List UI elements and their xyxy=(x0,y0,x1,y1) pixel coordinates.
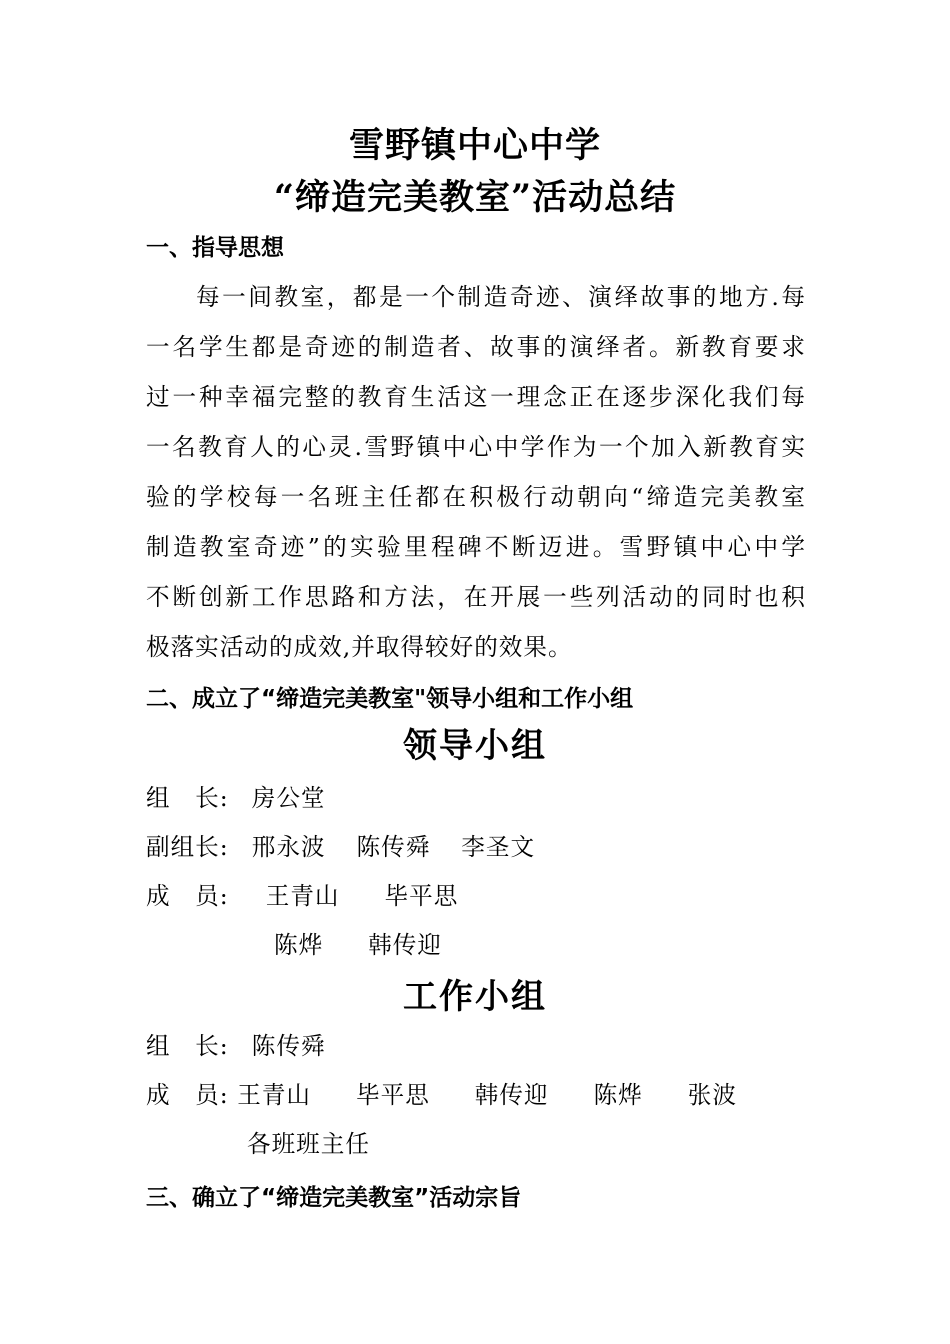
paragraph-line: 验的学校每一名班主任都在积极行动朝向“缔造完美教室 xyxy=(146,483,806,511)
paragraph-line: 一名学生都是奇迹的制造者、故事的演绎者。新教育要求 xyxy=(146,333,806,361)
member-name: 陈烨 xyxy=(274,931,324,959)
leader-label: 组 长: xyxy=(146,1032,229,1060)
paragraph-line: 每一间教室，都是一个制造奇迹、演绎故事的地方.每 xyxy=(196,283,806,311)
deputy-name: 李圣文 xyxy=(461,833,536,861)
leadership-group-title: 领导小组 xyxy=(403,726,547,766)
leader-name: 陈传舜 xyxy=(251,1032,326,1060)
member-name: 韩传迎 xyxy=(368,931,442,959)
leadership-members-row-2 xyxy=(274,929,442,961)
deputy-name: 邢永波 xyxy=(251,833,326,861)
member-name: 张波 xyxy=(687,1081,737,1109)
working-group-title: 工作小组 xyxy=(403,977,547,1017)
paragraph-line: 制造教室奇迹”的实验里程碑不断迈进。雪野镇中心中学 xyxy=(146,533,806,561)
member-name: 韩传迎 xyxy=(474,1081,549,1109)
member-name: 王青山 xyxy=(265,882,340,910)
deputy-label: 副组长: xyxy=(146,833,229,861)
member-name: 毕平思 xyxy=(356,1081,430,1109)
leadership-leader-row xyxy=(146,782,326,814)
document-title: “缔造完美教室”活动总结 xyxy=(273,177,677,218)
paragraph-line: 极落实活动的成效,并取得较好的效果。 xyxy=(146,633,573,661)
leadership-members-row xyxy=(146,880,458,912)
deputy-name: 陈传舜 xyxy=(356,833,431,861)
paragraph-line: 不断创新工作思路和方法，在开展一些列活动的同时也积 xyxy=(146,583,806,611)
working-members-extra: 各班班主任 xyxy=(247,1130,370,1158)
members-label: 成 员: xyxy=(146,882,229,910)
section-heading-groups: 二、成立了“缔造完美教室"领导小组和工作小组 xyxy=(146,686,634,712)
members-label: 成 员: xyxy=(146,1081,229,1109)
leader-label: 组 长: xyxy=(146,784,229,812)
working-leader-row xyxy=(146,1030,326,1062)
member-name: 陈烨 xyxy=(593,1081,643,1109)
paragraph-line: 过一种幸福完整的教育生活这一理念正在逐步深化我们每 xyxy=(146,383,806,411)
working-members-row xyxy=(146,1079,737,1111)
school-title: 雪野镇中心中学 xyxy=(348,125,601,166)
member-name: 王青山 xyxy=(237,1081,312,1109)
leader-name: 房公堂 xyxy=(251,784,326,812)
guiding-idea-paragraph xyxy=(146,272,806,672)
leadership-deputy-row xyxy=(146,831,535,863)
paragraph-line: 一名教育人的心灵.雪野镇中心中学作为一个加入新教育实 xyxy=(146,433,806,461)
member-name: 毕平思 xyxy=(384,882,459,910)
section-heading-guiding-idea: 一、指导思想 xyxy=(146,235,284,261)
section-heading-purpose: 三、确立了“缔造完美教室”活动宗旨 xyxy=(146,1185,522,1211)
